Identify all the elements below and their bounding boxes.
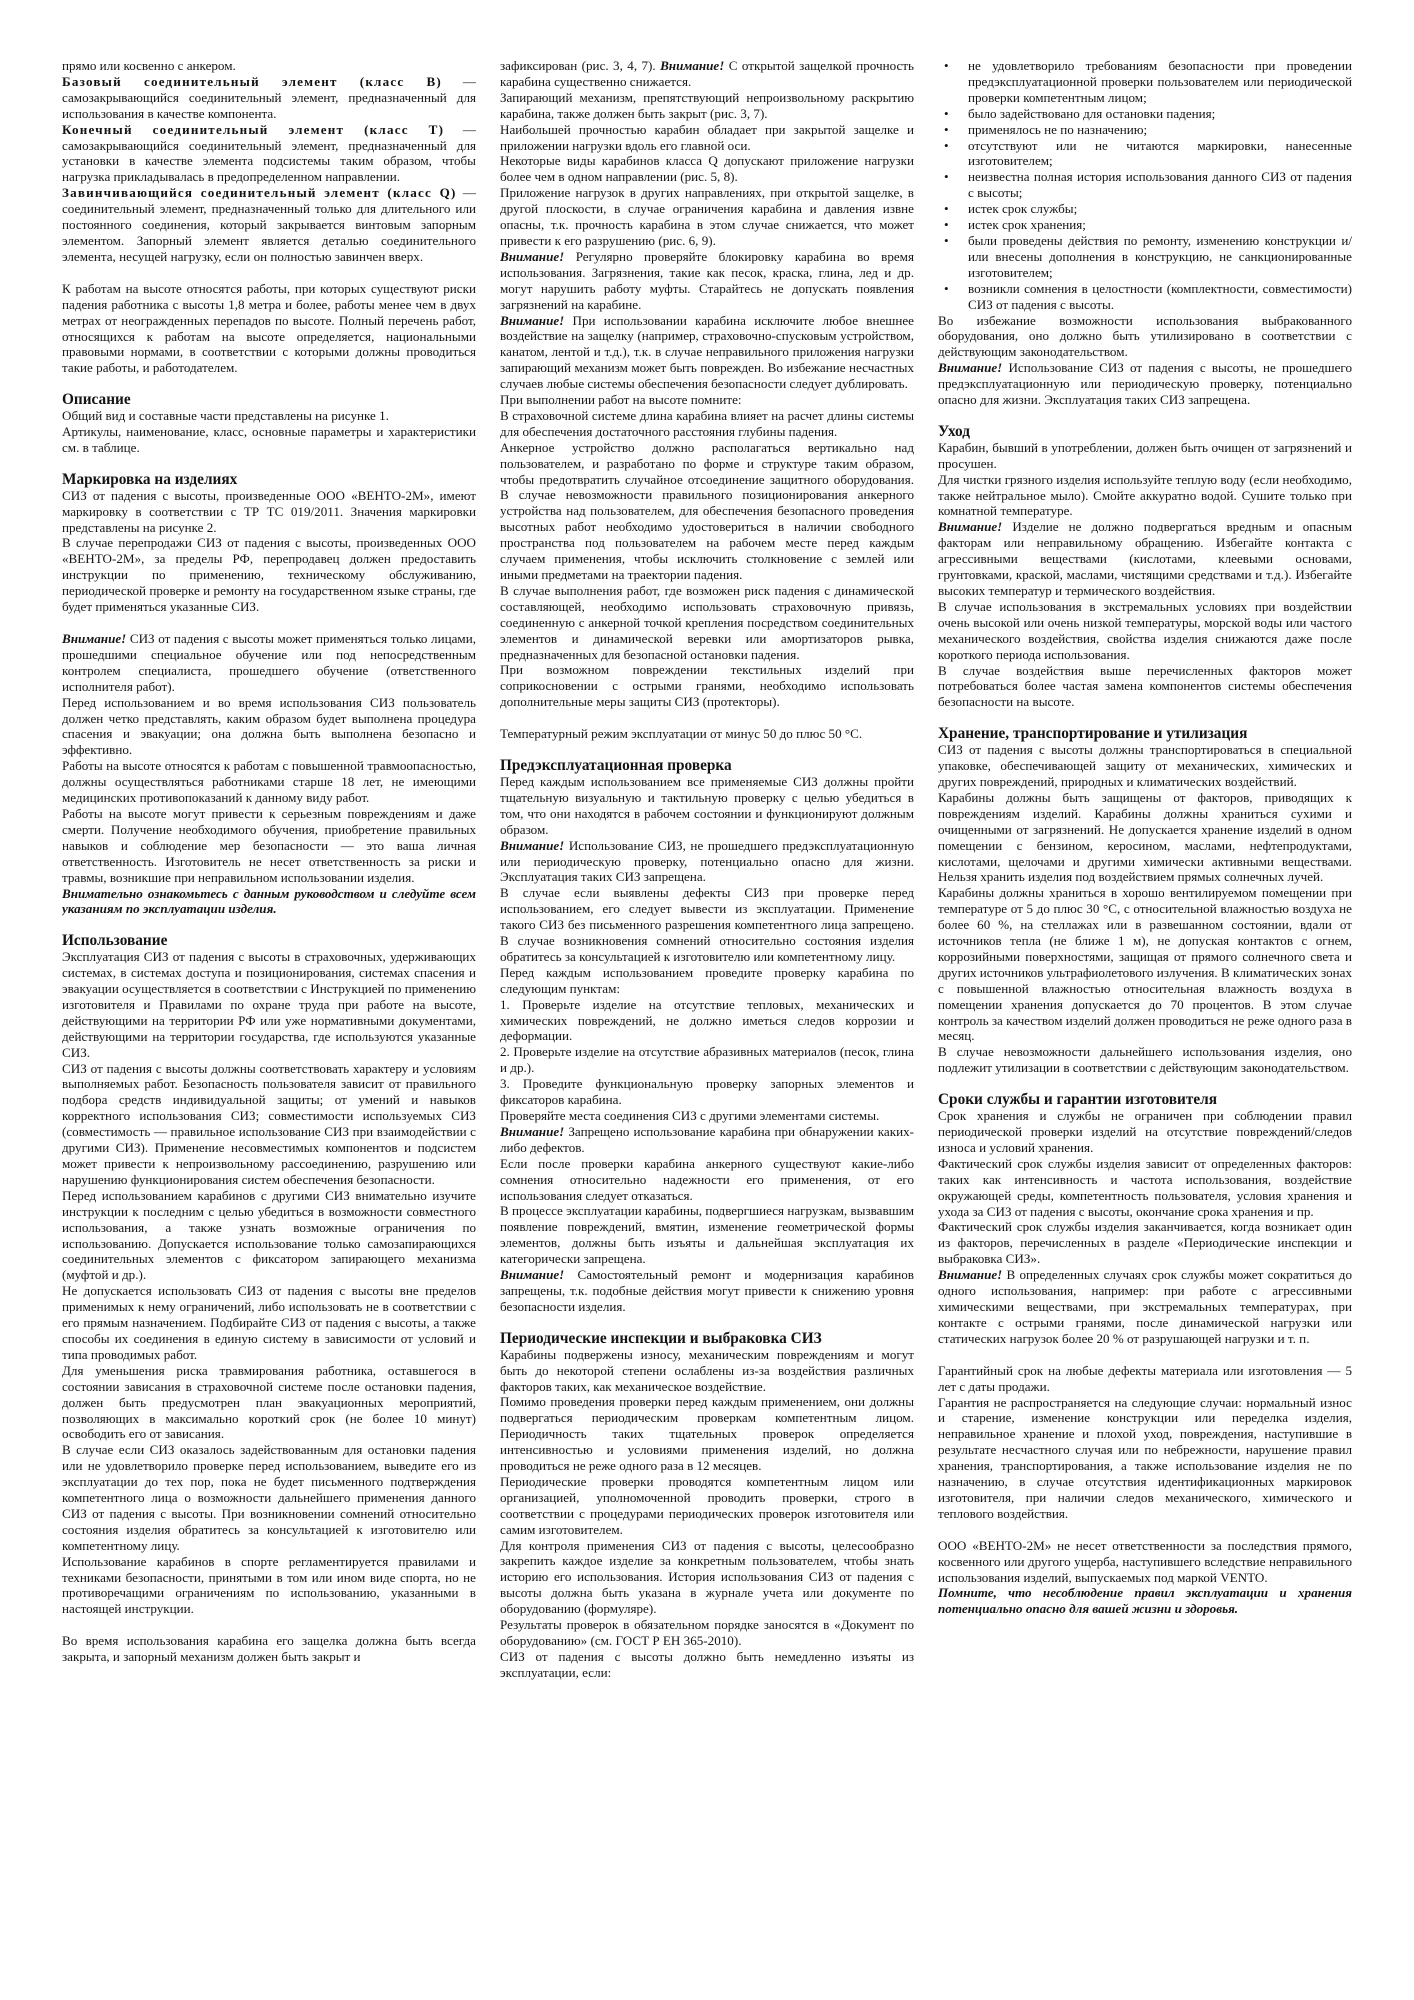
warning-label: Внимание! bbox=[500, 837, 565, 853]
text-span: С открытой защелкой прочность карабина существенно снижается. bbox=[500, 58, 914, 89]
paragraph: Для контроля применения СИЗ от падения с высоты, целесообразно закрепить каждое изделие за конкретным пользователем, чтобы знать историю его использования. История использования СИЗ от падения с высоты должна быть указана в журнале учета или документе по оборудованию (формуляре). bbox=[500, 1537, 914, 1617]
section-heading: Хранение, транспортирование и утилизация bbox=[938, 725, 1248, 743]
warning-label: Внимание! bbox=[500, 1123, 565, 1139]
spacer bbox=[500, 1315, 914, 1331]
paragraph: Запирающий механизм, препятствующий непроизвольному раскрытию карабина, также должен быть закрыт (рис. 3, 7). bbox=[500, 89, 914, 121]
paragraph: Для уменьшения риска травмирования работника, оставшегося в состоянии зависания в страховочной системе после остановки падения, должен быть предусмотрен план эвакуационных мероприятий, позволяющих в максимально короткий срок (не более 10 минут) освободить его от зависания. bbox=[62, 1362, 476, 1442]
term-class-t: Конечный соединительный элемент (класс Т) bbox=[62, 121, 445, 137]
warning-label: Внимание! bbox=[660, 58, 725, 73]
paragraph: СИЗ от падения с высоты, произведенные ООО «ВЕНТО-2М», имеют маркировку в соответствии с ТР ТС 019/2011. Значения маркировки представлены на рисунке 2. bbox=[62, 487, 476, 535]
term-definition: — соединительный элемент, предназначенный только для длительного или постоянного соединения, который закрывается винтовым запорным элементом. Запорный элемент является деталью соединительного элемента, несущей нагрузку, если он полностью завинчен вверх. bbox=[62, 185, 476, 264]
paragraph: В случае если СИЗ оказалось задействованным для остановки падения или не удовлетворило проверке перед использованием, выведите его из эксплуатации до тех пор, пока не будет письменного подтверждения компетентного лица о возможности дальнейшего применения данного СИЗ от падения с высоты. При возникновении сомнений относительно состояния изделия обратитесь за консультацией к изготовителю или компетентному лицу. bbox=[62, 1442, 476, 1553]
section-heading: Использование bbox=[62, 932, 168, 950]
paragraph bbox=[500, 838, 914, 886]
list-item: 2. Проверьте изделие на отсутствие абразивных материалов (песок, глина и др.). bbox=[500, 1044, 914, 1076]
paragraph: Анкерное устройство должно располагаться вертикально над пользователем, и разработано по форме и структуре таким образом, чтобы предотвратить случайное отсоединение защитного оборудования. В случае невозможности правильного позиционирования анкерного устройства над пользователем, для обеспечения безопасного проведения высотных работ необходимо удостовериться в наличии свободного пространства под пользователем на рабочем месте перед каждым случаем применения, чтобы исключить столкновение с землей или иными предметами на траектории падения. bbox=[500, 439, 914, 582]
paragraph: Не допускается использовать СИЗ от падения с высоты вне пределов применимых к нему ограничений, либо использовать не в соответствии с его прямым назначением. Подбирайте СИЗ от падения с высоты, а также способы их соединения в единую систему в зависимости от условий и типа проводимых работ. bbox=[62, 1283, 476, 1362]
paragraph: Некоторые виды карабинов класса Q допускают приложение нагрузки более чем в одном направлении (рис. 5, 8). bbox=[500, 153, 914, 185]
warning-text: В определенных случаях срок службы может сократиться до одного использования, например: при работе с агрессивными химическими веществами, при экстремальных температурах, при контакте с острыми гранями, после динамической нагрузки или статических нагрузок более 20 % от разрушающей нагрузки и т. п. bbox=[938, 1267, 1352, 1346]
paragraph bbox=[62, 185, 476, 265]
paragraph: прямо или косвенно с анкером. bbox=[62, 58, 236, 73]
paragraph: Фактический срок службы изделия зависит от определенных факторов: таких как интенсивность и частота использования, воздействие окружающей среды, компетентность пользователя, условия хранения и ухода за СИЗ от падения с высоты, окончание срока хранения и пр. bbox=[938, 1155, 1352, 1219]
paragraph: Температурный режим эксплуатации от минус 50 до плюс 50 °С. bbox=[500, 726, 863, 742]
paragraph: СИЗ от падения с высоты должны соответствовать характеру и условиям выполняемых работ. Безопасность пользователя зависит от правильного подбора средств индивидуальной защиты; от умений и навыков корректного использования СИЗ; совместимости используемых СИЗ (совместимость — правильное использование СИЗ при взаимодействии с другими СИЗ). Применение несовместимых компонентов и подсистем может привести к непроизвольному рассоединению, разрушению или нарушению функционирования систем обеспечения безопасности. bbox=[62, 1060, 476, 1187]
paragraph: Карабины должны быть защищены от факторов, приводящих к повреждениям изделий. Карабины должны храниться сухими и очищенными от загрязнений. Не допускается хранение изделий в одном помещении с бензином, керосином, маслами, нефтепродуктами, кислотами, щелочами и другими химически активными веществами. Нельзя хранить изделия под воздействием прямых солнечных лучей. bbox=[938, 789, 1352, 885]
text-span: зафиксирован (рис. 3, 4, 7). bbox=[500, 58, 661, 73]
paragraph bbox=[500, 1267, 914, 1315]
paragraph: В случае воздействия выше перечисленных факторов может потребоваться более частая замена компонентов системы обеспечения безопасности на высоте. bbox=[938, 662, 1352, 710]
paragraph: Для чистки грязного изделия используйте теплую воду (если необходимо, также нейтральное мыло). Смойте аккуратно водой. Сушите только при комнатной температуре. bbox=[938, 471, 1352, 519]
list-item: • неизвестна полная история использования данного СИЗ от падения с высоты; bbox=[938, 169, 1352, 201]
paragraph: Перед использованием карабинов с другими СИЗ внимательно изучите инструкции к последним с целью убедиться в возможности совместного использования, а также узнать возможные ограничения по использованию. Допускается использование только самозапирающихся соединительных элементов с фиксатором запирающего механизма (муфтой и др.). bbox=[62, 1187, 476, 1283]
paragraph: Карабин, бывший в употреблении, должен быть очищен от загрязнений и просушен. bbox=[938, 439, 1352, 471]
warning-text: Изделие не должно подвергаться вредным и опасным факторам или неправильному обращению. Избегайте контакта с агрессивными веществами (кислотами, клеевыми основами, грунтовками, краской, маслами, чистящими средствами и т.д.). Избегайте высоких температур и термического воздействия. bbox=[938, 519, 1352, 598]
list-item: • возникли сомнения в целостности (комплектности, совместимости) СИЗ от падения с высоты. bbox=[938, 281, 1352, 313]
term-class-b: Базовый соединительный элемент (класс В) bbox=[62, 73, 442, 89]
warning-label: Внимание! bbox=[500, 248, 565, 264]
paragraph: Результаты проверок в обязательном порядке заносятся в «Документ по оборудованию» (см. ГОСТ Р ЕН 365-2010). bbox=[500, 1617, 914, 1648]
list-item: 3. Проведите функциональную проверку запорных элементов и фиксаторов карабина. bbox=[500, 1076, 914, 1108]
warning-text: Использование СИЗ, не прошедшего предэксплуатационную или периодическую проверку, потенциально опасно для жизни. Эксплуатация таких СИЗ запрещена. bbox=[500, 837, 914, 885]
warning-label: Внимание! bbox=[500, 312, 565, 328]
section-heading: Предэксплуатационная проверка bbox=[500, 757, 732, 775]
paragraph: СИЗ от падения с высоты должны транспортироваться в специальной упаковке, обеспечивающей защиту от механических, химических и других повреждений, природных и климатических воздействий. bbox=[938, 742, 1352, 789]
paragraph bbox=[500, 58, 914, 90]
spacer bbox=[62, 376, 476, 392]
spacer bbox=[62, 265, 476, 281]
important-note: Помните, что несоблюдение правил эксплуатации и хранения потенциально опасно для вашей жизни и здоровья. bbox=[938, 1585, 1352, 1617]
spacer bbox=[938, 408, 1352, 424]
paragraph: При возможном повреждении текстильных изделий при соприкосновении с острыми гранями, необходимо использовать дополнительные меры защиты СИЗ (протекторы). bbox=[500, 662, 914, 710]
section-heading: Сроки службы и гарантии изготовителя bbox=[938, 1091, 1218, 1109]
paragraph: СИЗ от падения с высоты должно быть немедленно изъяты из эксплуатации, если: bbox=[500, 1648, 914, 1680]
paragraph: ООО «ВЕНТО-2М» не несет ответственности за последствия прямого, косвенного или другого ущерба, наступившего вследствие неправильного использования изделий, выпускаемых под маркой VENTO. bbox=[938, 1537, 1352, 1585]
paragraph: В случае перепродажи СИЗ от падения с высоты, произведенных ООО «ВЕНТО-2М», за пределы РФ, перепродавец должен предоставить инструкции по применению, техническому обслуживанию, периодической проверке и ремонту на государственном языке страны, где будет применяться указанные СИЗ. bbox=[62, 535, 476, 615]
warning-text: Запрещено использование карабина при обнаружении каких-либо дефектов. bbox=[500, 1123, 914, 1155]
warning-label: Внимание! bbox=[938, 360, 1003, 376]
warning-label: Внимание! bbox=[938, 519, 1003, 535]
paragraph: В страховочной системе длина карабина влияет на расчет длины системы для обеспечения достаточного расстояния глубины падения. bbox=[500, 407, 914, 439]
spacer bbox=[938, 710, 1352, 726]
paragraph: Работы на высоте могут привести к серьезным повреждениям и даже смерти. Получение необходимого обучения, приобретение правильных навыков и соблюдение мер безопасности — это ваша личная ответственность. Изготовитель не несет ответственность за риски и травмы, возникшие при неправильном использовании изделия. bbox=[62, 805, 476, 885]
warning-text: При использовании карабина исключите любое внешнее воздействие на защелку (например, страховочно-спусковым устройством, канатом, лентой и т.д.), т.к. в случае неправильного приложения нагрузки запирающий механизм может быть поврежден. Во избежание несчастных случаев любые системы обеспечения безопасности следует дублировать. bbox=[500, 312, 914, 392]
paragraph: Приложение нагрузок в других направлениях, при открытой защелке, в другой плоскости, в случае ограничения карабина и давления извне опасны, т.к. прочность карабина в этом случае снижается, что может привести к его разрушению (рис. 6, 9). bbox=[500, 185, 914, 248]
paragraph: Во избежание возможности использования выбракованного оборудования, оно должно быть утилизировано в соответствии с действующим законодательством. bbox=[938, 312, 1352, 360]
section-heading: Маркировка на изделиях bbox=[62, 470, 238, 488]
paragraph: Проверяйте места соединения СИЗ с другими элементами системы. bbox=[500, 1108, 880, 1123]
paragraph: Гарантийный срок на любые дефекты материала или изготовления — 5 лет с даты продажи. bbox=[938, 1362, 1352, 1394]
spacer bbox=[62, 615, 476, 631]
paragraph: Перед использованием и во время использования СИЗ пользователь должен четко представлять, каким образом будет выполнена процедура спасения и эвакуации; она должна быть выполнена безопасно и эффективно. bbox=[62, 694, 476, 758]
spacer bbox=[938, 1522, 1352, 1538]
list-item: • истек срок хранения; bbox=[938, 217, 1352, 233]
paragraph: В случае невозможности дальнейшего использования изделия, оно подлежит утилизации в соответствии с действующим законодательством. bbox=[938, 1044, 1352, 1076]
paragraph: Фактический срок службы изделия заканчивается, когда возникает один из факторов, перечисленных в разделе «Периодические инспекции и выбраковка СИЗ». bbox=[938, 1219, 1352, 1267]
paragraph bbox=[938, 519, 1352, 599]
term-definition: — самозакрывающийся соединительный элемент, предназначенный для установки в качестве элемента подсистемы таким образом, чтобы нагрузка прикладывалась в предопределенном направлении. bbox=[62, 121, 476, 185]
paragraph: Гарантия не распространяется на следующие случаи: нормальный износ и старение, изменение конструкции или переделка изделия, неправильное хранение и плохой уход, повреждения, наступившие в результате несчастного случая или по небрежности, нарушение правил хранения, транспортирования, а также использование изделия не по назначению, в случае отсутствия идентификационных маркировок изготовителя, при наличии следов механического, химического и теплового воздействия. bbox=[938, 1394, 1352, 1521]
warning-text: Регулярно проверяйте блокировку карабина во время использования. Загрязнения, такие как песок, краска, глина, лед и др. могут нарушить работу муфты. Старайтесь не допускать появления загрязнений на карабине. bbox=[500, 248, 914, 312]
list-item: • отсутствуют или не читаются маркировки, нанесенные изготовителем; bbox=[938, 138, 1352, 170]
paragraph: При выполнении работ на высоте помните: bbox=[500, 392, 742, 408]
paragraph: Помимо проведения проверки перед каждым применением, они должны подвергаться периодическим проверкам компетентным лицом. Периодичность таких тщательных проверок определяется интенсивностью и условиями применения изделий, но должна проводиться не реже одного раза в 12 месяцев. bbox=[500, 1394, 914, 1474]
paragraph: Общий вид и составные части представлены на рисунке 1. bbox=[62, 408, 389, 424]
section-heading: Уход bbox=[938, 422, 971, 440]
spacer bbox=[62, 917, 476, 933]
paragraph bbox=[62, 631, 476, 695]
list-item: 1. Проверьте изделие на отсутствие тепловых, механических и химических повреждений, не должно иметься следов коррозии и деформации. bbox=[500, 996, 914, 1044]
term-definition: — самозакрывающийся соединительный элемент, предназначенный для использования в качестве компонента. bbox=[62, 73, 476, 121]
column-1 bbox=[62, 58, 476, 2000]
paragraph: В процессе эксплуатации карабины, подвергшиеся нагрузкам, вызвавшим появление повреждений, вмятин, изменение геометрической формы элементов, должны быть изъяты и дальнейшая эксплуатация их категорически запрещена. bbox=[500, 1203, 914, 1267]
paragraph: Карабины должны храниться в хорошо вентилируемом помещении при температуре от 5 до плюс 30 °С, с относительной влажностью воздуха не более 60 %, на стеллажах или в развешанном состоянии, вдали от источников тепла (не ближе 1 м), не допуская контактов с огнем, коррозийными поверхностями, защищая от прямого солнечного света и других источников ультрафиолетового излучения. В климатических зонах с повышенной влажностью относительная влажность воздуха в помещении хранения допускается до 70 процентов. В этом случае контроль за качеством изделий должен проводиться не реже одного раза в месяц. bbox=[938, 885, 1352, 1044]
paragraph bbox=[500, 1124, 914, 1156]
spacer bbox=[62, 456, 476, 472]
list-item: • истек срок службы; bbox=[938, 201, 1352, 217]
section-heading: Описание bbox=[62, 391, 131, 409]
spacer bbox=[500, 742, 914, 758]
paragraph: В случае если выявлены дефекты СИЗ при проверке перед использованием, его следует вывести из эксплуатации. Применение такого СИЗ без письменного разрешения компетентного лица запрещено. В случае возникновения сомнений относительно состояния изделия обратитесь за консультацией к изготовителю или компетентному лицу. bbox=[500, 885, 914, 964]
warning-text: Использование СИЗ от падения с высоты, не прошедшего предэксплуатационную или периодическую проверку, потенциально опасно для жизни. Эксплуатация таких СИЗ запрещена. bbox=[938, 360, 1352, 408]
list-item: • применялось не по назначению; bbox=[938, 122, 1352, 138]
paragraph bbox=[500, 313, 914, 393]
important-note: Внимательно ознакомьтесь с данным руководством и следуйте всем указаниям по эксплуатации изделия. bbox=[62, 885, 476, 917]
list-item: • было задействовано для остановки падения; bbox=[938, 106, 1352, 122]
warning-label: Внимание! bbox=[938, 1267, 1003, 1283]
paragraph: Во время использования карабина его защелка должна быть всегда закрыта, и запорный механизм должен быть закрыт и bbox=[62, 1633, 476, 1665]
paragraph: Периодические проверки проводятся компетентным лицом или организацией, уполномоченной проводить проверки, строго в соответствии с процедурами периодических проверок изготовителя или самим изготовителем. bbox=[500, 1473, 914, 1537]
warning-label: Внимание! bbox=[62, 631, 127, 646]
spacer bbox=[62, 1617, 476, 1633]
paragraph: Если после проверки карабина анкерного существуют какие-либо сомнения относительно надежности его применения, от его использования следует отказаться. bbox=[500, 1155, 914, 1203]
spacer bbox=[938, 1347, 1352, 1363]
term-class-q: Завинчивающийся соединительный элемент (класс Q) bbox=[62, 185, 457, 201]
paragraph: Карабины подвержены износу, механическим повреждениям и могут быть до некоторой степени ослаблены из-за воздействия различных факторов таких, как механическое воздействие. bbox=[500, 1346, 914, 1394]
paragraph bbox=[500, 249, 914, 313]
column-3 bbox=[938, 58, 1352, 2000]
warning-text: СИЗ от падения с высоты может применяться только лицами, прошедшими специальное обучение или под непосредственным контролем специалиста, прошедшего обучение (ответственного исполнителя работ). bbox=[62, 631, 476, 694]
paragraph: Перед каждым использованием все применяемые СИЗ должны пройти тщательную визуальную и тактильную проверку с целью убедиться в том, что они находятся в рабочем состоянии и функционируют должным образом. bbox=[500, 773, 914, 837]
column-2 bbox=[500, 58, 914, 2000]
paragraph bbox=[938, 360, 1352, 408]
paragraph: Артикулы, наименование, класс, основные параметры и характеристики см. в таблице. bbox=[62, 424, 476, 455]
spacer bbox=[938, 1076, 1352, 1092]
list-item: • были проведены действия по ремонту, изменению конструкции и/или внесены дополнения в конструкцию, не санкционированные изготовителем; bbox=[938, 233, 1352, 281]
paragraph: Наибольшей прочностью карабин обладает при закрытой защелке и приложении нагрузки вдоль его главной оси. bbox=[500, 121, 914, 153]
paragraph: В случае использования в экстремальных условиях при воздействии очень высокой или очень низкой температуры, морской воды или частого механического воздействия, свойства изделия снижаются даже после короткого периода использования. bbox=[938, 598, 1352, 662]
paragraph: Использование карабинов в спорте регламентируется правилами и техниками безопасности, принятыми в том или ином виде спорта, но не противоречащими ограничениям по использованию, указанными в настоящей инструкции. bbox=[62, 1553, 476, 1617]
paragraph: Работы на высоте относятся к работам с повышенной травмоопасностью, должны осуществляться работниками старше 18 лет, не имеющими медицинских противопоказаний к данному виду работ. bbox=[62, 758, 476, 806]
paragraph bbox=[62, 122, 476, 186]
withdrawal-criteria-list bbox=[938, 58, 1352, 313]
paragraph: Срок хранения и службы не ограничен при соблюдении правил периодической проверки изделий на отсутствие повреждений/следов износа и условий хранения. bbox=[938, 1108, 1352, 1155]
list-item: • не удовлетворило требованиям безопасности при проведении предэксплуатационной проверки пользователем или периодической проверки компетентным лицом; bbox=[938, 58, 1352, 106]
warning-label: Внимание! bbox=[500, 1267, 565, 1283]
paragraph: В случае выполнения работ, где возможен риск падения с динамической составляющей, необходимо использовать страховочную привязь, соединенную с анкерной точкой крепления посредством соединительных элементов и динамической веревки или амортизаторов рывка, предназначенных для безопасной остановки падения. bbox=[500, 582, 914, 662]
paragraph: Эксплуатация СИЗ от падения с высоты в страховочных, удерживающих системах, в системах доступа и позиционирования, системах спасения и эвакуации осуществляется в соответствии с Инструкцией по применению изготовителя и Правилами по охране труда при работе на высоте, действующими на территории РФ или уже нормативными документами, действующими на территории государства, где используются указанные СИЗ. bbox=[62, 949, 476, 1060]
spacer bbox=[500, 710, 914, 726]
paragraph: Перед каждым использованием проведите проверку карабина по следующим пунктам: bbox=[500, 964, 914, 996]
section-heading: Периодические инспекции и выбраковка СИЗ bbox=[500, 1329, 822, 1347]
warning-text: Самостоятельный ремонт и модернизация карабинов запрещены, т.к. подобные действия могут привести к снижению уровня безопасности изделия. bbox=[500, 1267, 914, 1314]
paragraph: К работам на высоте относятся работы, при которых существуют риски падения работника с высоты 1,8 метра и более, работы менее чем в двух метрах от неогражденных перепадов по высоте. Полный перечень работ, относящихся к работам на высоте определяется, национальными правовыми нормами, в соответствии с которыми должны проводиться такие работы, и работодателем. bbox=[62, 280, 476, 376]
paragraph bbox=[938, 1267, 1352, 1347]
paragraph bbox=[62, 74, 476, 122]
